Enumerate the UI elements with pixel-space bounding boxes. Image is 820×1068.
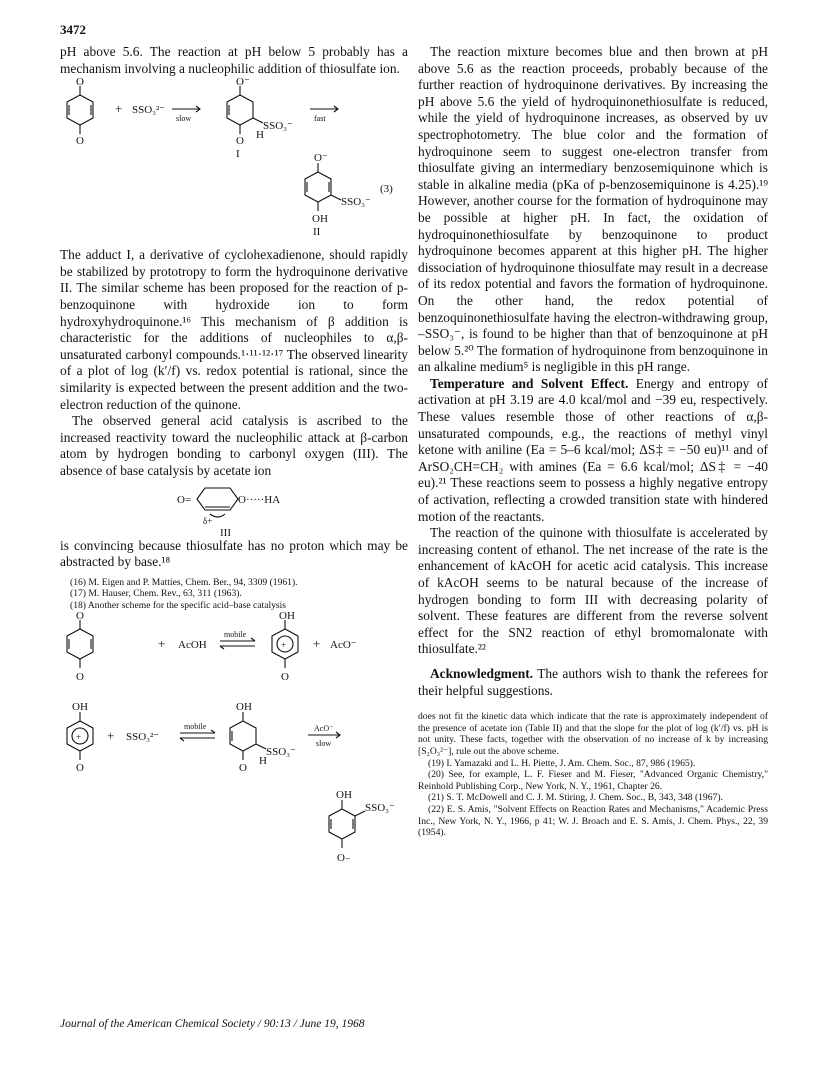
s4-o-minus: O₋: [337, 852, 351, 865]
footnote-20: (20) See, for example, L. F. Fieser and M. Fieser, "Advanced Organic Chemistry," Reinhold Publishing Corp., New York, N. Y., 1961, Chapter 26.: [418, 769, 768, 792]
s2-aco: AcO⁻: [330, 639, 357, 652]
s1-o-minus: O⁻: [236, 77, 250, 89]
s1-o-minus-2: O⁻: [314, 152, 328, 165]
s1-o-top: O: [76, 77, 84, 89]
footnote-18: (18) Another scheme for the specific acid–base catalysis: [70, 599, 287, 611]
s1-slow: slow: [176, 114, 192, 124]
left-paragraph-1: pH above 5.6. The reaction at pH below 5 probably has a mechanism involving a nucleophilic addition of thiosulfate ion.: [60, 44, 408, 76]
footnote-19: (19) I. Yamazaki and L. H. Piette, J. Am. Chem. Soc., 87, 986 (1965).: [428, 757, 696, 769]
s4-sso3-b: SSO₃⁻: [365, 802, 395, 815]
s2-oh-top: OH: [279, 611, 295, 623]
s4-oh-1: OH: [72, 701, 88, 714]
footnote-18-continued: does not fit the kinetic data which indicate that the rate is approximately independent of the presence of acetate ion (Table II) and that the slope for the plot of log (k′/f) vs. pH is not unity. These facts, together with the observation of no increase of k by increasing [S₂O₃²⁻], rule out the above scheme.: [418, 711, 768, 757]
reaction-scheme-3: [60, 77, 408, 247]
s2-mobile: mobile: [224, 630, 247, 640]
left-paragraph-4: is convincing because thiosulfate has no proton which may be abstracted by base.¹⁸: [60, 537, 408, 570]
s4-slow: slow: [316, 739, 332, 749]
scheme-acid-base: [60, 611, 408, 699]
s2-o-bottom: O: [76, 671, 84, 684]
s4-ring-plus: +: [76, 732, 82, 743]
s1-o-bottom-2: O: [236, 135, 244, 148]
s4-oh-2: OH: [236, 701, 252, 714]
s3-delta: δ+: [203, 515, 213, 526]
s1-o-bottom: O: [76, 135, 84, 148]
acknowledgment-heading: Acknowledgment.: [430, 665, 534, 681]
right-paragraph-2: Energy and entropy of activation at pH 3.19 are 4.0 kcal/mol and −39 eu, respectively. These values resemble those of other reactions of α,β-unsaturated compounds, e.g., the reactions of methyl vinyl ketone with aniline (Ea = 5–6 kcal/mol; ΔS‡ = −50 eu)¹¹ and of ArSO₂CH=CH₂ with amines (Ea = 6.6 kcal/mol; ΔS‡ = −40 eu).²¹ These reactions seem to possess a highly negative entropy of activation, reflecting a crowded transition state with hindered motion of the reactants.: [418, 375, 768, 524]
acknowledgment-text: The authors wish to thank the referees for their helpful suggestions.: [418, 665, 768, 698]
s4-mobile: mobile: [184, 722, 207, 732]
s3-label: III: [220, 526, 231, 538]
page-number: 3472: [60, 22, 86, 37]
right-paragraph-3: The reaction of the quinone with thiosulfate is accelerated by increasing content of ethanol. The net increase of the rate is the enhancement of kAcOH for acetic acid catalysis. This increase of kAcOH seems to be natural because of the increase of hydrogen bonding to form III with decreasing polarity of solvent. These features are different from the reverse solvent effect for the SN2 reaction of ethyl bromomalonate with thiosulfate.²²: [418, 525, 768, 657]
s2-plus-1: +: [158, 636, 166, 652]
s1-label-I: I: [236, 148, 240, 161]
s1-reagent: SSO₃²⁻: [132, 104, 166, 117]
s4-o-2: O: [239, 762, 247, 775]
s2-ring-plus: +: [281, 640, 287, 651]
s1-oh: OH: [312, 213, 328, 226]
left-paragraph-2: The adduct I, a derivative of cyclohexadienone, should rapidly be stabilized by prototropy to form the hydroquinone derivative II. The similar scheme has been proposed for the reaction of p-benzoquinone with hydroxide ion to form hydroxyhydroquinone.¹⁶ This mechanism of β addition is characteristic for the additions of nucleophiles to α,β-unsaturated carbonyl compounds.¹·¹¹·¹²·¹⁷ The observed linearity of a plot of log (k′/f) vs. redox potential is rational, since the similarity is expected between the present addition and the two-electron reduction of the quinone.: [60, 247, 408, 412]
section-heading-temperature: Temperature and Solvent Effect.: [430, 375, 629, 391]
s4-aco: AcO⁻: [314, 724, 334, 734]
left-paragraph-3: The observed general acid catalysis is ascribed to the increased reactivity toward the nucleophilic attack at β-carbon atom by hydrogen bonding to carbonyl oxygen (III). The absence of base catalysis by acetate ion: [60, 413, 408, 478]
footnote-16: (16) M. Eigen and P. Matties, Chem. Ber., 94, 3309 (1961).: [70, 576, 298, 588]
footnote-21: (21) S. T. McDowell and C. J. M. Stiring, J. Chem. Soc., B, 343, 348 (1967).: [428, 792, 723, 804]
s1-h: H: [256, 129, 264, 142]
right-paragraph-1: The reaction mixture becomes blue and then brown at pH above 5.6 as the reaction proceeds, probably because of the further reaction of hydroquinone derivatives. By increasing the pH above 5.6 the yield of hydroquinonethiosulfate is reduced, while the yield of hydroquinone increases, as observed by uv spectrophotometry. The blue color and the formation of hydroquinone seem to suggest one-electron transfer from thiosulfate giving an intermediary benzosemiquinone which is stable in alkaline media (pKa of p-benzosemiquinone is 4.25).¹⁹ However, another course for the formation of hydroquinone may be possible at higher pH. In fact, the oxidation of hydroquinonethiosulfate by benzoquinone to product hydroquinone becomes apparent at this higher pH. The higher dissociation of hydroquinone thiosulfate may result in a decrease of its redox potential and favors the formation of hydroquinone. On the other hand, the redox potential of benzoquinonethiosulfate having the electron-withdrawing group, –SSO₃⁻, is found to be higher than that of benzoquinone at pH below 5.²⁰ The formation of hydroquinone from benzoquinone in an alkaline medium⁵ is negligible in this pH range.: [418, 44, 768, 375]
s1-sso3-b: SSO₃⁻: [341, 196, 371, 209]
s2-o-bottom-2: O: [281, 671, 289, 684]
right-column: [418, 44, 768, 839]
scheme-mobile-slow: [60, 699, 408, 879]
s2-acoh: AcOH: [178, 639, 207, 652]
left-column: [60, 44, 408, 879]
s1-plus: +: [115, 101, 123, 117]
s1-label-II: II: [313, 226, 321, 239]
s1-fast: fast: [314, 114, 326, 124]
journal-footer: Journal of the American Chemical Society / 90:13 / June 19, 1968: [60, 1018, 365, 1030]
s4-oh-3: OH: [336, 789, 352, 802]
s3-o-right: O·····HA: [238, 493, 281, 506]
s2-o-top: O: [76, 611, 84, 623]
s4-reagent: SSO₃²⁻: [126, 731, 160, 744]
s4-o-1: O: [76, 762, 84, 775]
s4-h: H: [259, 755, 267, 768]
s3-o-left: O=: [177, 493, 192, 506]
footnote-22: (22) E. S. Amis, "Solvent Effects on Reaction Rates and Mechanisms," Academic Press Inc., New York, N. Y., 1966, p 41; W. J. Broach and E. S. Amis, J. Chem. Phys., 22, 39 (1954).: [418, 803, 768, 839]
s2-plus-2: +: [313, 636, 321, 652]
s4-plus: +: [107, 728, 115, 744]
footnote-17: (17) M. Hauser, Chem. Rev., 63, 311 (1963).: [70, 588, 242, 600]
s4-sso3: SSO₃⁻: [266, 746, 296, 759]
s1-sso3: SSO₃⁻: [263, 120, 293, 133]
equation-number: (3): [380, 183, 393, 196]
structure-III: [60, 480, 408, 538]
